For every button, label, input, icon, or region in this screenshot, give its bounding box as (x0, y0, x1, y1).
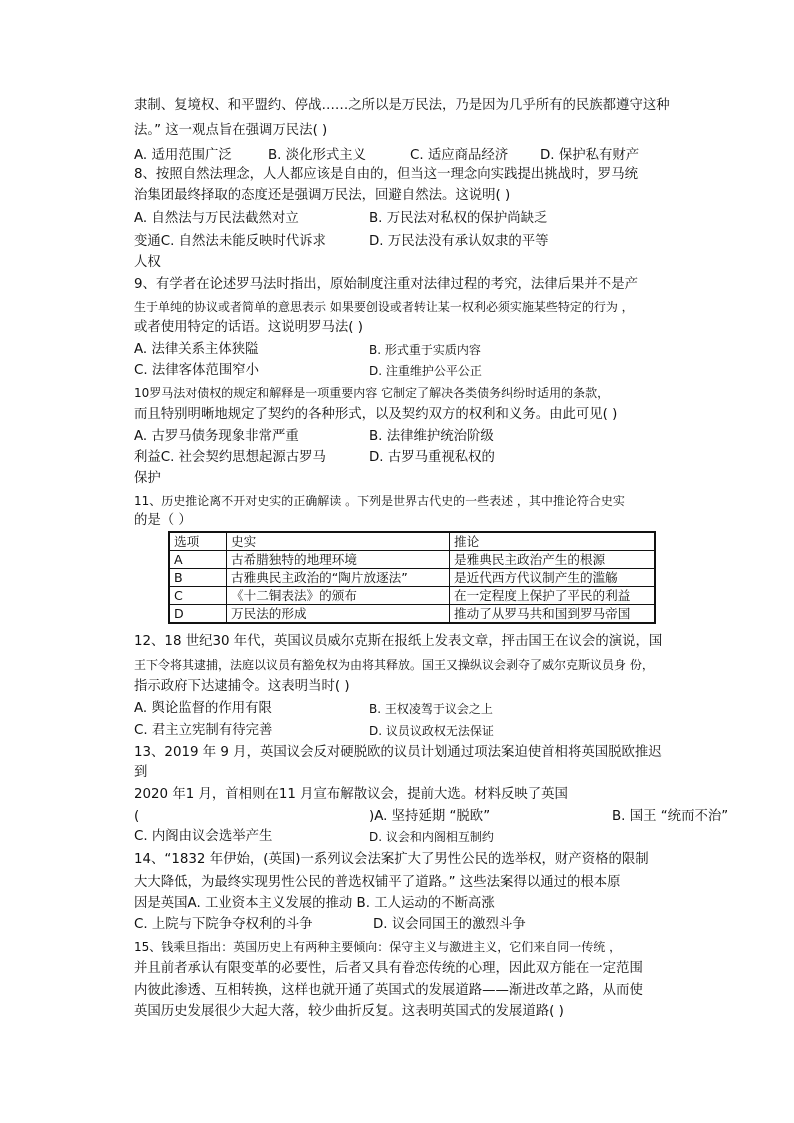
q10-option-b: B. 法律维护统治阶级 (369, 429, 494, 444)
q10-option-a: A. 古罗马债务现象非常严重 (134, 429, 299, 444)
q13-option-b: B. 国王 “统而不治” (612, 809, 729, 824)
table-cell: 古希腊独特的地理环境 (227, 551, 450, 569)
text-line: 或者使用特定的话语。这说明罗马法( ) (134, 320, 363, 335)
table-cell: A (169, 551, 227, 569)
text-line: 2020 年1 月，首相则在11 月宣布解散议会，提前大选。材料反映了英国 (134, 787, 568, 802)
text-line: 治集团最终择取的态度还是强调万民法，回避自然法。这说明( ) (134, 188, 511, 203)
text-line: 的是（ ） (134, 513, 192, 528)
table-cell: 是近代西方代议制产生的滥觞 (450, 569, 656, 587)
table-header: 推论 (450, 532, 656, 551)
question-8-stem: 8、按照自然法理念，人人都应该是自由的，但当这一理念向实践提出挑战时，罗马统 (134, 167, 638, 182)
q10-option-c: 利益C. 社会契约思想起源古罗马 (134, 450, 326, 465)
question-14-stem: 14、“1832 年伊始，(英国)一系列议会法案扩大了男性公民的选举权，财产资格的限制 (134, 852, 649, 867)
table-header: 史实 (227, 532, 450, 551)
table-cell: C (169, 587, 227, 605)
q12-option-b: B. 王权凌驾于议会之上 (369, 702, 493, 716)
text-line: 王下令将其逮捕，法庭以议员有豁免权为由将其释放。国王又操纵议会剥夺了威尔克斯议员身 份， (134, 658, 654, 672)
q9-option-d: D. 注重维护公平公正 (369, 364, 482, 378)
q7-option-d: D. 保护私有财产 (540, 148, 640, 163)
table-cell: D (169, 605, 227, 624)
q7-option-b: B. 淡化形式主义 (268, 148, 367, 163)
table-header: 选项 (169, 532, 227, 551)
text-line: 英国历史发展很少大起大落，较少曲折反复。这表明英国式的发展道路( ) (134, 1004, 564, 1019)
text-line: 指示政府下达逮捕令。这表明当时( ) (134, 679, 350, 694)
table-header-row (169, 532, 655, 551)
question-10-stem: 10罗马法对债权的规定和解释是一项重要内容 它制定了解决各类债务纠纷时适用的条款， (134, 386, 610, 400)
question-15-stem: 15、钱乘旦指出：英国历史上有两种主要倾向：保守主义与激进主义，它们来自同一传统 ， (134, 940, 622, 954)
table-row (169, 605, 655, 624)
table-cell: B (169, 569, 227, 587)
table-cell: 古雅典民主政治的“陶片放逐法” (227, 569, 450, 587)
table-row (169, 569, 655, 587)
table-cell: 推动了从罗马共和国到罗马帝国 (450, 605, 656, 624)
table-row (169, 551, 655, 569)
q8-option-a: A. 自然法与万民法截然对立 (134, 211, 299, 226)
q14-option-c: C. 上院与下院争夺权利的斗争 (134, 917, 313, 932)
q12-option-d: D. 议员议政权无法保证 (369, 724, 494, 738)
text-line: 到 (134, 765, 148, 780)
text-line: 并且前者承认有限变革的必要性，后者又具有眷恋传统的心理，因此双方能在一定范围 (134, 961, 643, 976)
q10-option-d: D. 古罗马重视私权的 (369, 450, 495, 465)
table-cell: 《十二铜表法》的颁布 (227, 587, 450, 605)
q13-option-c: C. 内阁由议会选举产生 (134, 829, 273, 844)
table-row (169, 587, 655, 605)
text-line: 保护 (134, 471, 161, 486)
text-line: 内彼此渗透、互相转换，这样也就开通了英国式的发展道路——渐进改革之路，从而使 (134, 983, 643, 998)
q12-option-a: A. 舆论监督的作用有限 (134, 701, 272, 716)
text-line: 而且特别明晰地规定了契约的各种形式，以及契约双方的权利和义务。由此可见( ) (134, 407, 618, 422)
text-line: 法。” 这一观点旨在强调万民法( ) (134, 123, 328, 138)
q7-option-a: A. 适用范围广泛 (134, 148, 232, 163)
q13-paren: ( (134, 809, 140, 824)
table-cell: 万民法的形成 (227, 605, 450, 624)
history-table (168, 531, 656, 624)
table-cell: 在一定程度上保护了平民的利益 (450, 587, 656, 605)
text-line: 人权 (134, 255, 161, 270)
q9-option-c: C. 法律客体范围窄小 (134, 363, 259, 378)
q12-option-c: C. 君主立宪制有待完善 (134, 723, 273, 738)
q14-option-d: D. 议会同国王的激烈斗争 (373, 917, 526, 932)
question-12-stem: 12、18 世纪30 年代，英国议员威尔克斯在报纸上发表文章，抨击国王在议会的演说，国 (134, 634, 663, 649)
table-cell: 是雅典民主政治产生的根源 (450, 551, 656, 569)
text-line: 生于单纯的协议或者简单的意思表示 如果要创设或者转让某一权利必须实施某些特定的行为 ， (134, 300, 634, 314)
text-line: 大大降低，为最终实现男性公民的普选权铺平了道路。” 这些法案得以通过的根本原 (134, 875, 621, 890)
q9-option-a: A. 法律关系主体狭隘 (134, 342, 259, 357)
q13-option-a: )A. 坚持延期 “脱欧” (369, 809, 491, 824)
q8-option-c: 变通C. 自然法未能反映时代诉求 (134, 234, 326, 249)
text-line: 因是英国A. 工业资本主义发展的推动 B. 工人运动的不断高涨 (134, 896, 495, 911)
question-11-stem: 11、历史推论离不开对史实的正确解读 。下列是世界古代史的一些表述 ，其中推论符合史实 (134, 494, 625, 508)
q8-option-d: D. 万民法没有承认奴隶的平等 (369, 234, 549, 249)
text-line: 隶制、复境权、和平盟约、停战……之所以是万民法，乃是因为几乎所有的民族都遵守这种 (134, 98, 670, 113)
question-9-stem: 9、有学者在论述罗马法时指出，原始制度注重对法律过程的考究，法律后果并不是产 (134, 277, 638, 292)
q9-option-b: B. 形式重于实质内容 (369, 343, 481, 357)
question-13-stem: 13、2019 年 9 月，英国议会反对硬脱欧的议员计划通过项法案迫使首相将英国脱欧推迟 (134, 745, 662, 760)
q8-option-b: B. 万民法对私权的保护尚缺乏 (369, 211, 548, 226)
q7-option-c: C. 适应商品经济 (410, 148, 509, 163)
q13-option-d: D. 议会和内阁相互制约 (369, 830, 494, 844)
